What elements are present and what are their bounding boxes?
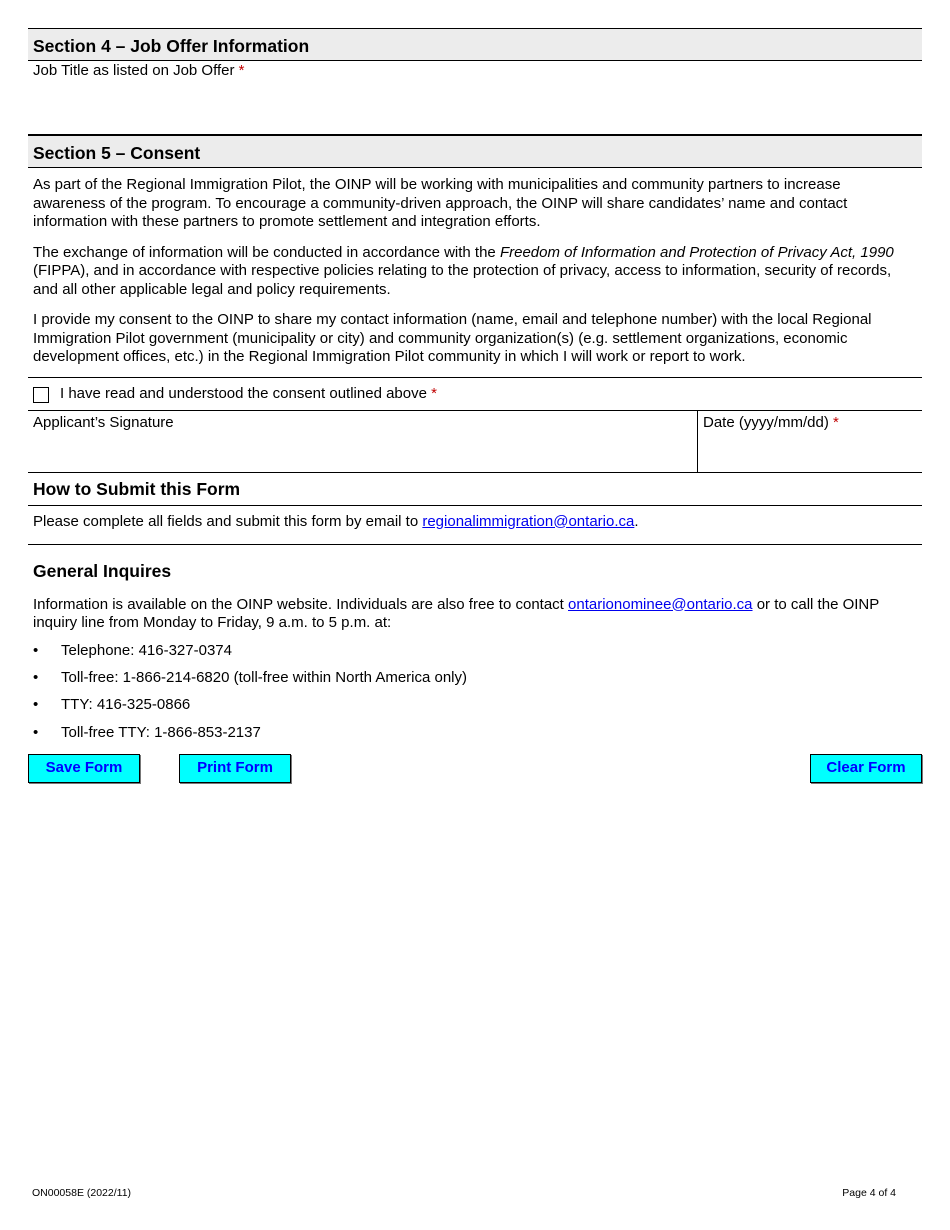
consent-checkbox-label: I have read and understood the consent outlined above — [60, 385, 427, 402]
bullet: • — [33, 668, 39, 686]
signature-label: Applicant’s Signature — [33, 413, 174, 431]
contact-list — [28, 637, 922, 746]
consent-text — [28, 168, 922, 378]
required-mark: * — [431, 385, 437, 402]
form-page — [28, 28, 922, 784]
inquiry-email-link[interactable]: ontarionominee@ontario.ca — [568, 595, 753, 613]
consent-paragraph-2: The exchange of information will be conducted in accordance with the Freedom of Information and Protection of Privacy Act, 1990 (FIPPA), and in accordance with respective policies relating to the protection of privacy, access to information, security of records, and all other applicable legal and policy requirements. — [33, 243, 894, 298]
print-form-button[interactable]: Print Form — [179, 754, 291, 783]
save-form-button[interactable]: Save Form — [28, 754, 140, 783]
required-mark: * — [238, 62, 245, 79]
consent-paragraph-1: As part of the Regional Immigration Pilot, the OINP will be working with municipalities and community partners to increase awareness of the program. To encourage a community-driven approach, the OINP will share candidates’ name and contact information with these partners to promote settlement and integration efforts. — [33, 176, 848, 230]
form-id: ON00058E (2022/11) — [32, 1187, 132, 1199]
job-title-label: Job Title as listed on Job Offer * — [33, 62, 245, 79]
date-field[interactable] — [698, 411, 922, 472]
list-item: • Telephone: 416-327-0374 — [33, 641, 232, 659]
submit-instructions: Please complete all fields and submit this form by email to regionalimmigration@ontario.ca. — [28, 506, 922, 545]
general-inquiries-intro: Information is available on the OINP website. Individuals are also free to contact ontarionominee@ontario.ca or to call the OINP inquiry line from Monday to Friday, 9 a.m. to 5 p.m. at: — [33, 595, 879, 631]
section-4-header: Section 4 – Job Offer Information — [28, 28, 922, 61]
general-inquiries-header: General Inquires — [33, 560, 172, 581]
consent-checkbox-row — [28, 378, 922, 411]
required-mark: * — [833, 413, 839, 431]
bullet: • — [33, 723, 39, 741]
job-title-field[interactable] — [28, 61, 922, 135]
list-item: • Toll-free: 1-866-214-6820 (toll-free within North America only) — [33, 668, 468, 686]
consent-paragraph-3: I provide my consent to the OINP to share my contact information (name, email and telephone number) with the local Regional Immigration Pilot government (municipality or city) and community organization(s) (e.g. settlement organizations, economic development offices, etc.) in the Regional Immigration Pilot community in which I will work or report to work. — [33, 311, 872, 365]
section-5-header: Section 5 – Consent — [28, 135, 922, 168]
clear-form-button[interactable]: Clear Form — [810, 754, 922, 783]
list-item: • TTY: 416-325-0866 — [33, 696, 191, 714]
signature-field[interactable] — [28, 411, 698, 472]
submit-header: How to Submit this Form — [28, 473, 922, 506]
submit-email-link[interactable]: regionalimmigration@ontario.ca — [422, 512, 635, 530]
consent-checkbox[interactable] — [33, 387, 49, 403]
signature-row — [28, 411, 922, 473]
page-number: Page 4 of 4 — [842, 1187, 896, 1199]
list-item: • Toll-free TTY: 1-866-853-2137 — [33, 723, 261, 741]
bullet: • — [33, 696, 39, 714]
date-label: Date (yyyy/mm/dd) — [703, 413, 829, 431]
form-actions — [28, 754, 922, 784]
bullet: • — [33, 641, 39, 659]
